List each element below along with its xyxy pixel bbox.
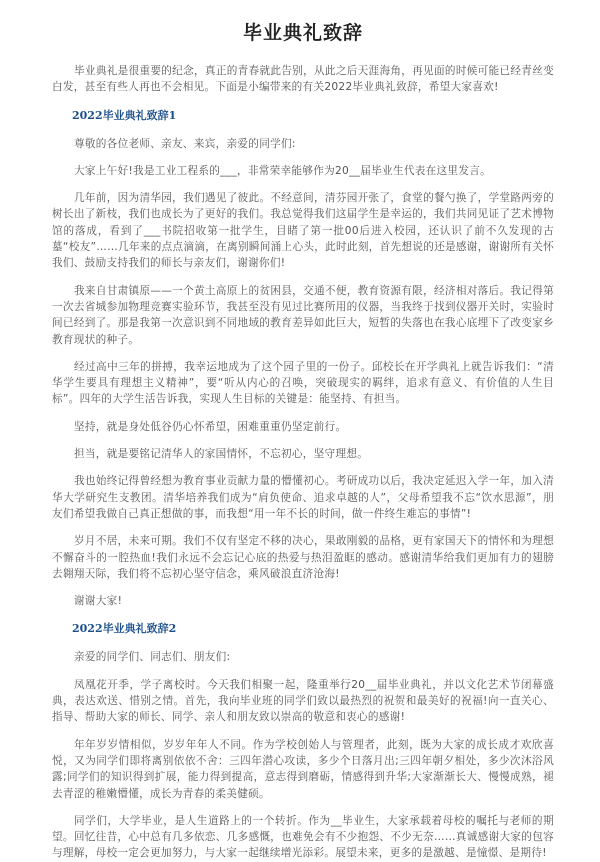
paragraph: 凤凰花开季，学子离校时。今天我们相聚一起，隆重举行20__届毕业典礼，并以文化艺术节闭幕盛典，表达欢送、惜别之情。首先，我向毕业班的同学们致以最热烈的祝贺和最美好的祝福!向一直关心、指导、帮助大家的师长、同学、亲人和朋友致以崇高的敬意和衷心的感谢! xyxy=(52,678,554,724)
intro-paragraph: 毕业典礼是很重要的纪念，真正的青春就此告别，从此之后天涯海角，再见面的时候可能已经青丝变白发，甚至有些人再也不会相见。下面是小编带来的有关2022毕业典礼致辞，希望大家喜欢! xyxy=(52,65,554,94)
paragraph: 经过高中三年的拼搏，我幸运地成为了这个园子里的一份子。邱校长在开学典礼上就告诉我们：“清华学生要具有理想主义精神”，要“听从内心的召唤，突破现实的羁绊，追求有意义、有价值的人生目标”。四年的大学生活告诉我，实现人生目标的关键是：能坚持、有担当。 xyxy=(52,360,554,406)
paragraph: 亲爱的同学们、同志们、朋友们: xyxy=(74,651,231,664)
section-1-heading: 2022毕业典礼致辞1 xyxy=(72,108,177,122)
section-2-heading: 2022毕业典礼致辞2 xyxy=(72,622,177,636)
paragraph: 同学们，大学毕业，是人生道路上的一个转折。作为__毕业生，大家承载着母校的嘱托与老师的期望。回忆往昔，心中总有几多依恋、几多感慨，也难免会有不少抱怨、不少无奈……真诚感谢大家的包容与理解，母校一定会更加努力，与大家一起继续增光添彩。展望未来，更多的是激越、是憧憬、是期待! xyxy=(52,814,554,860)
paragraph: 几年前，因为清华园，我们遇见了彼此。不经意间，清芬园开张了，食堂的餐勺换了，学堂路两旁的树长出了新枝，我们也成长为了更好的我们。我总觉得我们这届学生是幸运的，我们共同见证了艺术博物馆的落成，看到了___书院招收第一批学生，目睹了第一批00后进入校园，还认识了前不久发现的古墓“校友”……几年来的点点滴滴，在离别瞬间涌上心头，此时此刻，首先想说的还是感谢，谢谢所有关怀我们、鼓励支持我们的师长与亲友们，谢谢你们! xyxy=(52,192,554,270)
paragraph: 坚持，就是身处低谷仍心怀希望，困难重重仍坚定前行。 xyxy=(74,420,347,433)
paragraph: 谢谢大家! xyxy=(74,595,123,608)
paragraph: 尊敬的各位老师、亲友、来宾，亲爱的同学们: xyxy=(74,137,296,150)
paragraph: 担当，就是要铭记清华人的家国情怀，不忘初心，坚守理想。 xyxy=(74,448,369,461)
paragraph: 岁月不居，未来可期。我们不仅有坚定不移的决心，果敢刚毅的品格，更有家国天下的情怀和为理想不懈奋斗的一腔热血!我们永远不会忘记心底的热爱与热泪盈眶的感动。感谢清华给我们更加有力的翅膀去翱翔天际，我们将不忘初心坚守信念，乘风破浪直济沧海! xyxy=(52,535,554,580)
paragraph: 我也始终记得曾经想为教育事业贡献力量的懵懂初心。考研成功以后，我决定延迟入学一年，加入清华大学研究生支教团。清华培养我们成为“肩负使命、追求卓越的人”，父母希望我不忘“饮水思源”，朋友们希望我做自己真正想做的事，而我想“用一年不长的时间，做一件终生难忘的事情”! xyxy=(52,475,554,520)
paragraph: 大家上午好!我是工业工程系的___，非常荣幸能够作为20__届毕业生代表在这里发言。 xyxy=(74,164,491,177)
paragraph: 年年岁岁情相似，岁岁年年人不同。作为学校创始人与管理者，此刻，既为大家的成长成才欢欣喜悦，又为同学们即将离别依依不舍：三四年潜心攻读，多少个日落月出;三四年朝夕相处，多少次沐浴风露;同学们的知识得到扩展，能力得到提高，意志得到磨砺，情感得到升华;大家渐渐长大、慢慢成熟，褪去青涩的稚嫩懵懂，成长为青春的柔美健硕。 xyxy=(52,738,554,800)
paragraph: 我来自甘肃镇原——一个黄土高原上的贫困县，交通不便，教育资源有限，经济相对落后。我记得第一次去省城参加物理竞赛实验环节，我甚至没有见过比赛所用的仪器，当我终于找到仪器开关时，实验时间已经到了。那是我第一次意识到不同地域的教育差异如此巨大，短暂的失落也在我心底埋下了改变家乡教育现状的种子。 xyxy=(52,284,554,346)
document-title: 毕业典礼致辞 xyxy=(242,22,363,44)
